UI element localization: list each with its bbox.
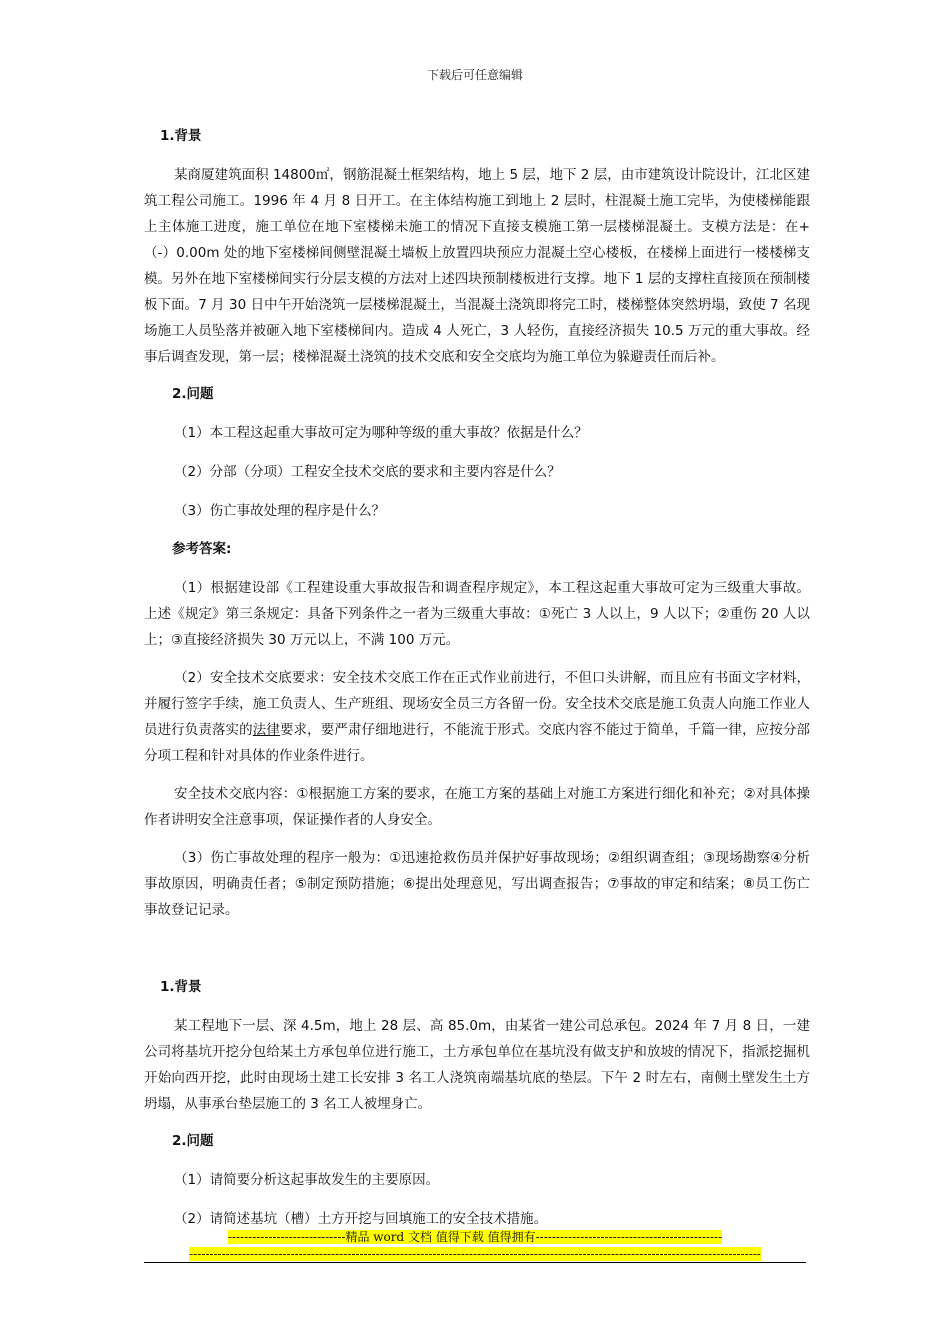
answer-paragraph: （3）伤亡事故处理的程序一般为：①迅速抢救伤员并保护好事故现场；②组织调查组；③现场勘察④分析事故原因，明确责任者；⑤制定预防措施；⑥提出处理意见，写出调查报告；⑦事故的审定和结案；⑧员工伤亡事故登记记录。 <box>144 850 810 918</box>
answer-text: （2）安全技术交底要求：安全技术交底工作在正式作业前进行，不但口头讲解，而且应有书面文字材料，并履行签字手续，施工负责人、生产班组、现场安全员三方各留一份。安全技术交底是施工负责人向施工作业人员进行负责落实的 <box>144 670 810 738</box>
footer-rule <box>144 1262 806 1263</box>
question-item: （2）请简述基坑（槽）土方开挖与回填施工的安全技术措施。 <box>174 1211 548 1227</box>
question-item: （1）本工程这起重大事故可定为哪种等级的重大事故？依据是什么？ <box>174 425 588 441</box>
background-paragraph: 某工程地下一层、深 4.5m，地上 28 层、高 85.0m，由某省一建公司总承包。2024 年 7 月 8 日，一建公司将基坑开挖分包给某土方承包单位进行施工，土方承包单位在基坑没有做支护和放坡的情况下，指派挖掘机开始向西开挖，此时由现场土建工长安排 3 名工人浇筑南端基坑底的垫层。下午 2 时左右，南侧土壁发生土方坍塌，从事承台垫层施工的 3 名工人被埋身亡。 <box>144 1018 810 1112</box>
answer-paragraph: 安全技术交底内容：①根据施工方案的要求，在施工方案的基础上对施工方案进行细化和补充；②对具体操作者讲明安全注意事项，保证操作者的人身安全。 <box>144 786 810 828</box>
answer-paragraph: （1）根据建设部《工程建设重大事故报告和调查程序规定》，本工程这起重大事故可定为三级重大事故。上述《规定》第三条规定：具备下列条件之一者为三级重大事故：①死亡 3 人以上，9 人以下；②重伤 20 人以上；③直接经济损失 30 万元以上，不满 100 万元。 <box>144 580 810 648</box>
section-heading-background: 1.背景 <box>160 979 202 995</box>
page-header: 下载后可任意编辑 <box>426 68 523 82</box>
document-body <box>144 124 810 1245</box>
background-paragraph: 某商厦建筑面积 14800㎡，钢筋混凝土框架结构，地上 5 层，地下 2 层，由市建筑设计院设计，江北区建筑工程公司施工。1996 年 4 月 8 日开工。在主体结构施工到地上 2 层时，柱混凝土施工完毕，为使楼梯能跟上主体施工进度，施工单位在地下室楼梯未施工的情况下直接支模施工第一层楼梯混凝土。支模方法是：在+（-）0.00m 处的地下室楼梯间侧壁混凝土墙板上放置四块预应力混凝土空心楼板，在楼梯上面进行一楼楼梯支模。另外在地下室楼梯间实行分层支模的方法对上述四块预制楼板进行支撑。地下 1 层的支撑柱直接顶在预制楼板下面。7 月 30 日中午开始浇筑一层楼梯混凝土，当混凝土浇筑即将完工时，楼梯整体突然坍塌，致使 7 名现场施工人员坠落并被砸入地下室楼梯间内。造成 4 人死亡，3 人轻伤，直接经济损失 10.5 万元的重大事故。经事后调查发现，第一层；楼梯混凝土浇筑的技术交底和安全交底均为施工单位为躲避责任而后补。 <box>144 167 810 365</box>
question-item: （1）请简要分析这起事故发生的主要原因。 <box>174 1172 440 1188</box>
footer-dashes: --------------------------------------------------------------------------------------------------------------------------------------------- <box>189 1247 761 1261</box>
answer-text: 要求，要严肃仔细地进行，不能流于形式。交底内容不能过于简单，千篇一律，应按分部分项工程和针对具体的作业条件进行。 <box>144 722 810 764</box>
question-item: （2）分部（分项）工程安全技术交底的要求和主要内容是什么？ <box>174 464 561 480</box>
section-heading-background: 1.背景 <box>160 128 202 144</box>
section-heading-questions: 2.问题 <box>172 1133 214 1149</box>
footer-banner: -----------------------------精品 word 文档 值得下载 值得拥有---------------------------------------------- <box>227 1230 723 1244</box>
law-link[interactable]: 法律 <box>252 722 280 738</box>
page-footer <box>144 1228 806 1261</box>
section-heading-answers: 参考答案: <box>172 541 232 557</box>
answer-paragraph <box>144 665 810 769</box>
question-item: （3）伤亡事故处理的程序是什么？ <box>174 503 386 519</box>
section-heading-questions: 2.问题 <box>172 386 214 402</box>
